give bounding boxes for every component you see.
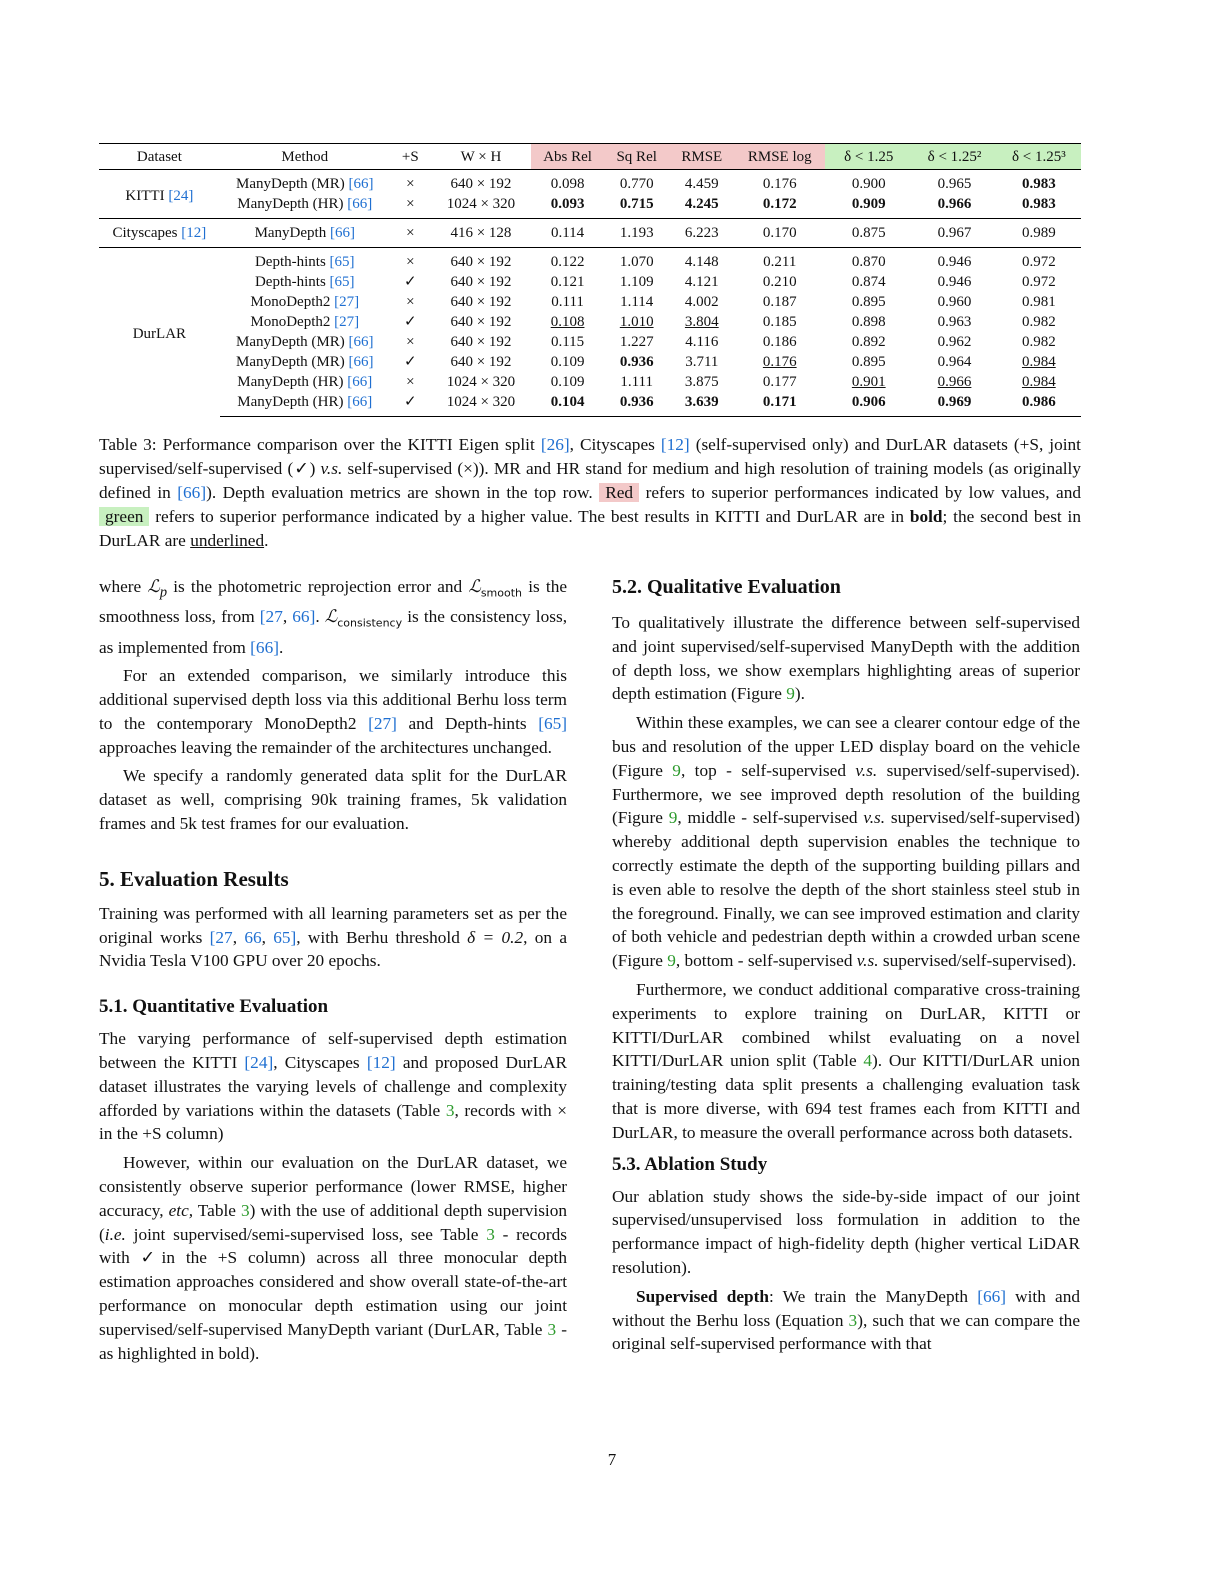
cell-d1: 0.892 bbox=[851, 334, 886, 350]
cell-abs-rel: 0.114 bbox=[531, 219, 604, 248]
citation-link[interactable]: [66] bbox=[177, 483, 207, 502]
caption-text: ; the second best in DurLAR are bbox=[99, 507, 1081, 550]
table-row bbox=[99, 312, 1081, 332]
citation-link[interactable]: 66 bbox=[292, 607, 310, 627]
cell-d3: 0.986 bbox=[997, 392, 1081, 417]
citation-link[interactable]: [66] bbox=[347, 394, 373, 410]
cell-wh: 640 × 192 bbox=[450, 314, 512, 330]
citation-link[interactable]: [12] bbox=[660, 435, 690, 454]
header-dataset: Dataset bbox=[99, 144, 220, 170]
figure-ref-link[interactable]: 9 bbox=[668, 808, 678, 828]
paragraph-supervised-depth: Supervised depth: We train the ManyDepth [66] with and without the Berhu loss (Equation 3), such that we can compare the original self-supervised performance with that bbox=[612, 1286, 1080, 1354]
cell-abs-rel: 0.093 bbox=[550, 196, 585, 212]
header-rmse: RMSE bbox=[669, 144, 734, 170]
cell-abs-rel: 0.122 bbox=[531, 248, 604, 273]
cell-d3: 0.982 bbox=[1021, 334, 1056, 350]
cell-d1: 0.870 bbox=[825, 248, 912, 273]
cell-d2: 0.946 bbox=[912, 248, 996, 273]
caption-bold-word: bold bbox=[909, 507, 943, 526]
header-rmse-log: RMSE log bbox=[734, 144, 825, 170]
cell-abs-rel: 0.108 bbox=[550, 314, 585, 330]
cell-s: × bbox=[390, 219, 431, 248]
caption-text: ). Depth evaluation metrics are shown in the top row. bbox=[206, 483, 600, 502]
table-row bbox=[99, 332, 1081, 352]
header-delta1: δ < 1.25 bbox=[825, 144, 912, 170]
cell-wh: 1024 × 320 bbox=[446, 196, 516, 212]
cell-abs-rel: 0.121 bbox=[550, 274, 585, 290]
cell-rmse-log: 0.171 bbox=[734, 392, 825, 417]
cell-rmse: 4.459 bbox=[684, 176, 719, 192]
cell-rmse: 3.639 bbox=[669, 392, 734, 417]
cell-rmse: 6.223 bbox=[669, 219, 734, 248]
cell-s: ✓ bbox=[404, 274, 417, 290]
citation-link[interactable]: [66] bbox=[329, 225, 355, 241]
cell-d1: 0.900 bbox=[851, 176, 886, 192]
green-highlight-label: green bbox=[99, 507, 149, 526]
cell-d1: 0.906 bbox=[825, 392, 912, 417]
cell-d1: 0.895 bbox=[851, 354, 886, 370]
cell-s: × bbox=[406, 196, 415, 212]
section-heading-qualitative: 5.2. Qualitative Evaluation bbox=[612, 576, 841, 598]
caption-text: refers to superior performances indicated by low values, and bbox=[639, 483, 1082, 502]
citation-link[interactable]: [12] bbox=[181, 225, 207, 241]
cell-sq-rel: 0.770 bbox=[619, 176, 654, 192]
cell-abs-rel: 0.104 bbox=[531, 392, 604, 417]
paragraph-loss-terms: where ℒ$_p$ is the photometric reprojection error and ℒ$_{smooth}$ is the smoothness loss, from [27, 66]. ℒ$_{consistency}$ is the consistency loss, as implemented from [66]. bbox=[99, 577, 568, 657]
table-row bbox=[99, 272, 1081, 292]
cell-method: Depth-hints [65] bbox=[220, 248, 390, 273]
paragraph-varying-performance: The varying performance of self-supervised depth estimation between the KITTI [24], Cityscapes [12] and proposed DurLAR dataset illustrates the varying levels of challenge and complexity afforded by variations within the datasets (Table 3, records with × in the +S column) bbox=[99, 1029, 567, 1144]
table-section-kitti bbox=[99, 170, 1081, 219]
table-row bbox=[99, 352, 1081, 372]
cell-d1: 0.909 bbox=[851, 196, 886, 212]
citation-link[interactable]: [66] bbox=[977, 1286, 1006, 1306]
citation-link[interactable]: [66] bbox=[348, 354, 374, 370]
cell-d1: 0.895 bbox=[851, 294, 886, 310]
cell-d2: 0.969 bbox=[912, 392, 996, 417]
cell-d1: 0.901 bbox=[851, 374, 886, 390]
caption-text: Table 3: Performance comparison over the KITTI Eigen split bbox=[99, 435, 541, 454]
cell-abs-rel: 0.109 bbox=[550, 354, 585, 370]
cell-method: MonoDepth2 [27] bbox=[250, 294, 360, 310]
paragraph-data-split: We specify a randomly generated data split for the DurLAR dataset as well, comprising 90k training frames, 5k validation frames and 5k test frames for our evaluation. bbox=[99, 766, 567, 834]
table-row bbox=[99, 194, 1081, 219]
cell-sq-rel: 0.936 bbox=[604, 392, 669, 417]
figure-ref-link[interactable]: 9 bbox=[672, 760, 681, 780]
header-wh: W × H bbox=[431, 144, 531, 170]
cell-d3: 0.984 bbox=[1021, 374, 1056, 390]
cell-d3: 0.989 bbox=[997, 219, 1081, 248]
cell-sq-rel: 1.010 bbox=[619, 314, 654, 330]
cell-wh: 640 × 192 bbox=[450, 176, 512, 192]
cell-s: × bbox=[406, 374, 415, 390]
cell-abs-rel: 0.109 bbox=[550, 374, 585, 390]
cell-d2: 0.960 bbox=[937, 294, 972, 310]
cell-d2: 0.946 bbox=[937, 274, 972, 290]
cell-s: × bbox=[406, 294, 415, 310]
table-row bbox=[99, 170, 1081, 195]
cell-sq-rel: 1.111 bbox=[620, 374, 653, 390]
paragraph-cross-training: Furthermore, we conduct additional comparative cross-training experiments to explore training on DurLAR, KITTI or KITTI/DurLAR combined whilst evaluating on a novel KITTI/DurLAR union split (Table 4). Our KITTI/DurLAR union training/testing data split presents a challenging evaluation task that is more diverse, with 694 test frames each from KITTI and DurLAR, to measure the overall performance across both datasets. bbox=[612, 979, 1080, 1142]
cell-s: × bbox=[390, 248, 431, 273]
cell-d3: 0.972 bbox=[1021, 274, 1056, 290]
citation-link[interactable]: [27] bbox=[334, 294, 360, 310]
paragraph-extended-comparison: For an extended comparison, we similarly introduce this additional supervised depth loss via this additional Berhu loss term to the contemporary MonoDepth2 [27] and Depth-hints [65] approaches leaving the remainder of the architectures unchanged. bbox=[99, 666, 567, 757]
cell-wh: 640 × 192 bbox=[431, 248, 531, 273]
cell-method: ManyDepth (MR) [66] bbox=[236, 334, 374, 350]
citation-link[interactable]: [66] bbox=[348, 334, 374, 350]
citation-link[interactable]: [27 bbox=[259, 607, 283, 627]
cell-rmse-log: 0.177 bbox=[762, 374, 797, 390]
cell-rmse: 4.121 bbox=[684, 274, 719, 290]
cell-d1: 0.874 bbox=[851, 274, 886, 290]
cell-sq-rel: 1.070 bbox=[604, 248, 669, 273]
citation-link[interactable]: [65] bbox=[329, 254, 355, 270]
citation-link[interactable]: [66] bbox=[250, 637, 279, 657]
table-section-durlar bbox=[99, 248, 1081, 417]
paragraph-examples: Within these examples, we can see a clearer contour edge of the bus and resolution of the upper LED display board on the vehicle (Figure 9, top - self-supervised v.s. supervised/self-supervised). Furthermore, we see improved depth resolution of the building (Figure 9, middle - self-supervised v.s. supervised/self-supervised) whereby additional depth supervision enables the technique to correctly estimate the depth of the supporting building pillars and is even able to resolve the depth of the short stainless steel stub in the foreground. Finally, we can see improved estimation and clarity of both vehicle and pedestrian depth within a crowded urban scene (Figure 9, bottom - self-supervised v.s. supervised/self-supervised). bbox=[612, 713, 1080, 971]
cell-method: ManyDepth (HR) [66] bbox=[237, 196, 373, 212]
cell-s: × bbox=[406, 176, 415, 192]
cell-rmse: 3.711 bbox=[685, 354, 719, 370]
caption-underlined-word: underlined bbox=[190, 531, 265, 550]
cell-wh: 640 × 192 bbox=[450, 354, 512, 370]
cell-d3: 0.981 bbox=[1021, 294, 1056, 310]
table-ref-link[interactable]: 3 bbox=[240, 1200, 250, 1220]
table-row bbox=[99, 372, 1081, 392]
citation-link[interactable]: [26] bbox=[540, 435, 570, 454]
cell-rmse-log: 0.170 bbox=[734, 219, 825, 248]
table-row bbox=[99, 292, 1081, 312]
cell-wh: 1024 × 320 bbox=[446, 374, 516, 390]
cell-d3: 0.972 bbox=[997, 248, 1081, 273]
cell-d1: 0.898 bbox=[851, 314, 886, 330]
cell-sq-rel: 0.936 bbox=[619, 354, 654, 370]
cell-s: ✓ bbox=[390, 392, 431, 417]
table-row bbox=[99, 219, 1081, 248]
header-delta2: δ < 1.25² bbox=[912, 144, 996, 170]
citation-link[interactable]: [27] bbox=[368, 713, 397, 733]
cell-abs-rel: 0.115 bbox=[550, 334, 585, 350]
cell-rmse-log: 0.185 bbox=[762, 314, 797, 330]
caption-text: . bbox=[264, 531, 269, 550]
paragraph-durlar-evaluation: However, within our evaluation on the DurLAR dataset, we consistently observe superior performance (lower RMSE, higher accuracy, etc, Table 3) with the use of additional depth supervision (i.e. joint supervised/semi-supervised loss, see Table 3 - records with ✓in the +S column) across all three monocular depth estimation approaches considered and show overall state-of-the-art performance on monocular depth estimation using our joint supervised/self-supervised ManyDepth variant (DurLAR, Table 3 - as highlighted in bold). bbox=[99, 1153, 567, 1363]
cell-method: MonoDepth2 [27] bbox=[250, 314, 360, 330]
cell-d3: 0.982 bbox=[1021, 314, 1056, 330]
cell-d2: 0.966 bbox=[937, 374, 972, 390]
dataset-cell: Cityscapes [12] bbox=[99, 219, 220, 248]
citation-link[interactable]: [24] bbox=[168, 188, 194, 204]
cell-s: ✓ bbox=[404, 314, 417, 330]
citation-link[interactable]: [12] bbox=[366, 1053, 396, 1073]
table-ref-link[interactable]: 3 bbox=[547, 1319, 557, 1339]
cell-method: ManyDepth (MR) [66] bbox=[236, 354, 374, 370]
cell-rmse: 4.245 bbox=[684, 196, 719, 212]
cell-method: ManyDepth (MR) [66] bbox=[236, 176, 374, 192]
cell-abs-rel: 0.111 bbox=[551, 294, 584, 310]
citation-link[interactable]: [65] bbox=[329, 274, 355, 290]
cell-d2: 0.963 bbox=[937, 314, 972, 330]
cell-method: ManyDepth (HR) [66] bbox=[237, 374, 373, 390]
cell-d2: 0.967 bbox=[912, 219, 996, 248]
citation-link[interactable]: [66] bbox=[347, 374, 373, 390]
caption-text: refers to superior performance indicated by a higher value. The best results in KITTI and DurLAR are in bbox=[149, 507, 910, 526]
header-delta3: δ < 1.25³ bbox=[997, 144, 1081, 170]
page-number: 7 bbox=[607, 1450, 617, 1469]
cell-wh: 640 × 192 bbox=[450, 294, 512, 310]
cell-rmse: 4.148 bbox=[669, 248, 734, 273]
cell-rmse: 3.804 bbox=[684, 314, 719, 330]
cell-rmse: 4.116 bbox=[685, 334, 719, 350]
cell-sq-rel: 1.109 bbox=[619, 274, 654, 290]
left-column bbox=[99, 575, 567, 1370]
header-sq-rel: Sq Rel bbox=[604, 144, 669, 170]
table-header-row bbox=[99, 144, 1081, 170]
cell-wh: 416 × 128 bbox=[431, 219, 531, 248]
figure-ref-link[interactable]: 9 bbox=[786, 684, 795, 704]
caption-vs: v.s. bbox=[320, 459, 343, 478]
cell-rmse-log: 0.210 bbox=[762, 274, 797, 290]
figure-ref-link[interactable]: 9 bbox=[667, 951, 676, 971]
section-heading-evaluation-results: 5. Evaluation Results bbox=[99, 866, 289, 891]
cell-sq-rel: 0.715 bbox=[619, 196, 654, 212]
cell-d3: 0.983 bbox=[1021, 196, 1056, 212]
cell-rmse-log: 0.176 bbox=[762, 176, 797, 192]
section-heading-ablation: 5.3. Ablation Study bbox=[612, 1153, 768, 1175]
citation-link[interactable]: [66] bbox=[347, 196, 373, 212]
caption-text: (self-supervised only) and DurLAR datasets (+S, joint supervised/self-supervised (✓) bbox=[99, 435, 1081, 478]
cell-sq-rel: 1.227 bbox=[619, 334, 654, 350]
cell-d3: 0.984 bbox=[1021, 354, 1056, 370]
table-caption bbox=[99, 433, 1081, 553]
table-ref-link[interactable]: 3 bbox=[445, 1100, 455, 1120]
dataset-cell: DurLAR bbox=[99, 248, 220, 417]
cell-method: ManyDepth (HR) [66] bbox=[220, 392, 390, 417]
citation-link[interactable]: [24] bbox=[244, 1053, 274, 1073]
cell-d2: 0.965 bbox=[937, 176, 972, 192]
cell-s: ✓ bbox=[404, 354, 417, 370]
cell-method: Depth-hints [65] bbox=[254, 274, 355, 290]
caption-text: self-supervised (×)). MR and HR stand for medium and high resolution of training models (as originally defined in bbox=[99, 459, 1081, 502]
paragraph-ablation: Our ablation study shows the side-by-side impact of our joint supervised/unsupervised loss formulation in addition to the performance impact of high-fidelity depth (higher vertical LiDAR resolution). bbox=[612, 1186, 1080, 1277]
red-highlight-label: Red bbox=[599, 483, 639, 502]
equation-ref-link[interactable]: 3 bbox=[848, 1310, 858, 1330]
cell-d2: 0.962 bbox=[937, 334, 972, 350]
table-row bbox=[99, 248, 1081, 273]
header-s: +S bbox=[390, 144, 431, 170]
paragraph-training: Training was performed with all learning parameters set as per the original works [27, 66, 65], with Berhu threshold δ = 0.2, on a Nvidia Tesla V100 GPU over 20 epochs. bbox=[99, 903, 568, 971]
citation-link[interactable]: 65 bbox=[273, 927, 291, 947]
paragraph-qualitative-intro: To qualitatively illustrate the difference between self-supervised and joint supervised/self-supervised ManyDepth with the addition of depth loss, we show exemplars highlighting areas of superior depth estimation (Figure 9). bbox=[612, 613, 1080, 704]
table-ref-link[interactable]: 4 bbox=[863, 1051, 873, 1071]
cell-rmse-log: 0.211 bbox=[734, 248, 825, 273]
cell-abs-rel: 0.098 bbox=[550, 176, 585, 192]
right-column bbox=[612, 575, 1080, 1361]
citation-link[interactable]: 66 bbox=[244, 927, 262, 947]
results-table bbox=[99, 143, 1081, 417]
cell-method: ManyDepth [66] bbox=[220, 219, 390, 248]
cell-rmse-log: 0.186 bbox=[762, 334, 797, 350]
cell-rmse: 4.002 bbox=[684, 294, 719, 310]
table-ref-link[interactable]: 3 bbox=[486, 1224, 495, 1244]
section-heading-quantitative: 5.1. Quantitative Evaluation bbox=[99, 996, 329, 1018]
citation-link[interactable]: [27] bbox=[334, 314, 360, 330]
table-row bbox=[99, 392, 1081, 417]
cell-rmse-log: 0.172 bbox=[762, 196, 797, 212]
cell-d1: 0.875 bbox=[825, 219, 912, 248]
citation-link[interactable]: [66] bbox=[348, 176, 374, 192]
cell-sq-rel: 1.114 bbox=[620, 294, 654, 310]
table-section-cityscapes bbox=[99, 219, 1081, 248]
cell-sq-rel: 1.193 bbox=[604, 219, 669, 248]
cell-rmse: 3.875 bbox=[684, 374, 719, 390]
cell-d3: 0.983 bbox=[1021, 176, 1056, 192]
cell-wh: 640 × 192 bbox=[450, 334, 512, 350]
cell-rmse-log: 0.187 bbox=[762, 294, 797, 310]
cell-rmse-log: 0.176 bbox=[762, 354, 797, 370]
cell-s: × bbox=[406, 334, 415, 350]
cell-wh: 1024 × 320 bbox=[431, 392, 531, 417]
caption-text: , Cityscapes bbox=[569, 435, 661, 454]
header-method: Method bbox=[220, 144, 390, 170]
cell-wh: 640 × 192 bbox=[450, 274, 512, 290]
cell-d2: 0.964 bbox=[937, 354, 972, 370]
header-abs-rel: Abs Rel bbox=[531, 144, 604, 170]
citation-link[interactable]: [65] bbox=[538, 713, 567, 733]
cell-d2: 0.966 bbox=[937, 196, 972, 212]
dataset-cell: KITTI [24] bbox=[125, 188, 194, 204]
citation-link[interactable]: [27 bbox=[209, 927, 233, 947]
